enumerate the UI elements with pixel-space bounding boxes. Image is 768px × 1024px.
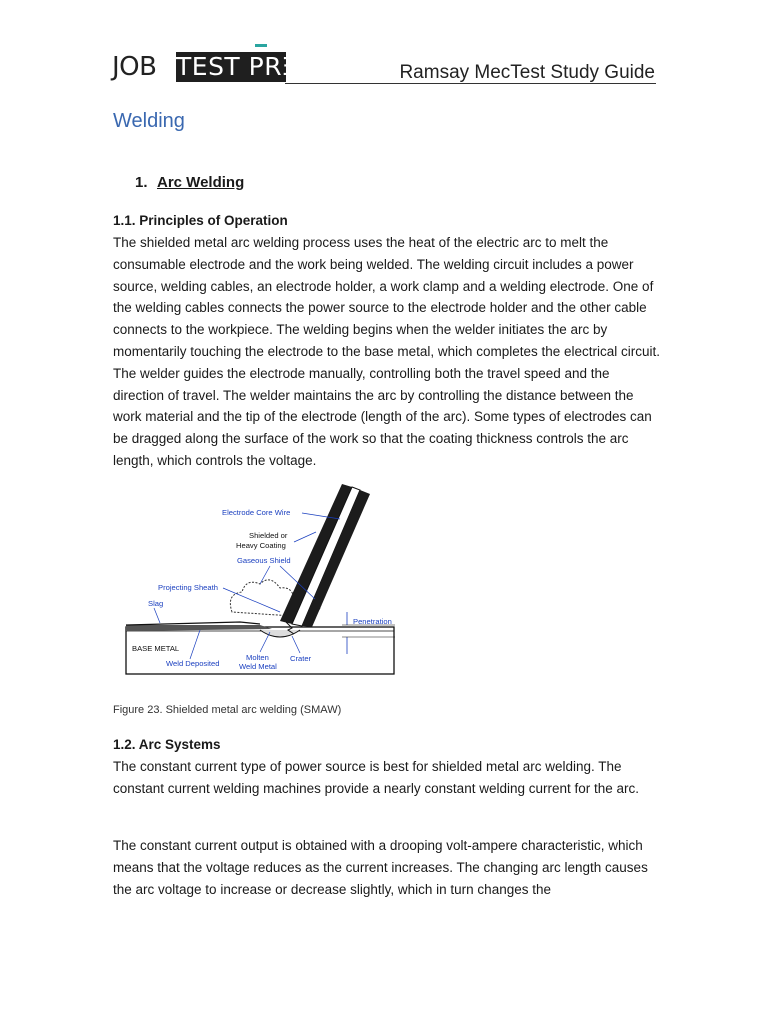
section-title: Welding (113, 110, 185, 132)
header-title: Ramsay MecTest Study Guide (399, 62, 655, 83)
label-penetration: Penetration (353, 617, 392, 626)
label-base-metal: BASE METAL (132, 644, 180, 653)
smaw-figure (120, 484, 410, 679)
figure-caption: Figure 23. Shielded metal arc welding (SMAW) (113, 704, 342, 716)
label-projecting-sheath: Projecting Sheath (158, 583, 218, 592)
heading-text: Arc Welding (157, 174, 245, 191)
label-shielded-1: Shielded or (249, 531, 288, 540)
heading-number: 1. (135, 174, 148, 191)
arc-systems-paragraph-2: The constant current output is obtained with a drooping volt-ampere characteristic, which means that the voltage reduces as the current increases. The changing arc length causes the arc voltage to increase or decrease slightly, which in turn changes the (113, 838, 648, 897)
label-weld-deposited: Weld Deposited (166, 659, 220, 668)
principles-paragraph: The shielded metal arc welding process uses the heat of the electric arc to melt the consumable electrode and the work being welded. The welding circuit includes a power source, welding cables, an electrode holder, a work clamp and a welding electrode. One of the welding cables connects the power source to the electrode holder and the other cable connects to the workpiece. The welding begins when the welder initiates the arc by momentarily touching the electrode to the base metal, which completes the electrical circuit. The welder guides the electrode manually, controlling both the travel speed and the direction of travel. The welder maintains the arc by controlling the distance between the work material and the tip of the electrode (length of the arc). Some types of electrodes can be dragged along the surface of the work so that the coating thickness controls the arc length, which controls the voltage. (113, 235, 661, 468)
label-shielded-2: Heavy Coating (236, 541, 286, 550)
subheading-arc-systems: 1.2. Arc Systems (113, 737, 221, 752)
logo-testprep-text: TEST PRƎP (176, 52, 314, 81)
logo-job-text: JOB (112, 52, 157, 82)
label-slag: Slag (148, 599, 164, 608)
label-molten-2: Weld Metal (239, 662, 277, 671)
label-crater: Crater (290, 654, 312, 663)
label-core-wire: Electrode Core Wire (222, 508, 291, 517)
label-gaseous-shield: Gaseous Shield (237, 556, 291, 565)
heading-arc-welding (135, 174, 244, 191)
logo-accent-bar (255, 44, 267, 47)
subheading-principles: 1.1. Principles of Operation (113, 213, 288, 228)
arc-systems-paragraph-1: The constant current type of power source is best for shielded metal arc welding. The constant current welding machines provide a nearly constant welding current for the arc. (113, 759, 640, 796)
label-molten-1: Molten (246, 653, 269, 662)
smaw-diagram (120, 484, 410, 679)
